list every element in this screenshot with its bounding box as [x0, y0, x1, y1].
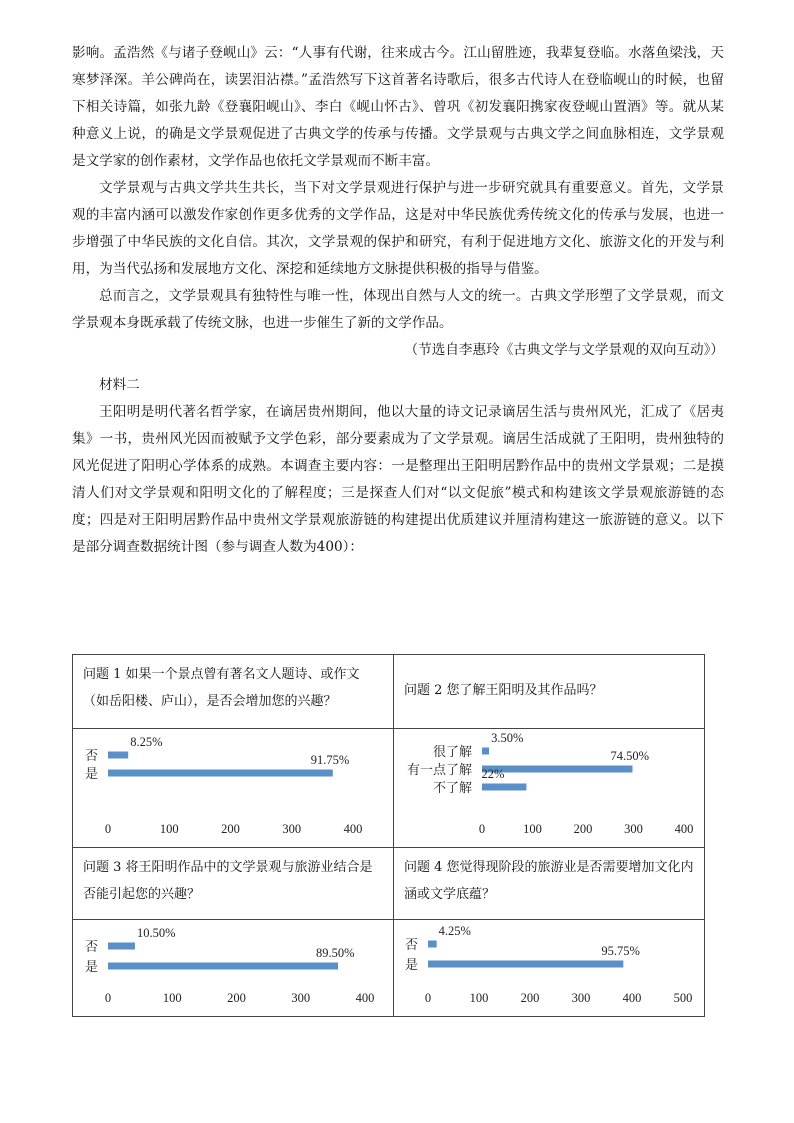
data-label: 10.50% [136, 926, 176, 940]
data-label: 95.75% [601, 944, 640, 958]
tick-label: 0 [104, 822, 112, 836]
tick-label: 400 [622, 991, 642, 1005]
category-label: 否 [404, 937, 418, 952]
material-heading: 材料二 [99, 377, 140, 393]
chart-q1 [73, 729, 394, 843]
category-label: 不了解 [432, 780, 472, 795]
category-label: 否 [84, 939, 98, 954]
data-label: 74.50% [610, 749, 650, 763]
tick-label: 100 [159, 822, 179, 836]
tick-label: 0 [104, 991, 112, 1005]
tick-label: 500 [673, 991, 693, 1005]
tick-label: 300 [624, 822, 643, 836]
data-label: 3.50% [491, 731, 524, 745]
tick-label: 100 [523, 822, 542, 836]
bar [108, 752, 128, 759]
bar [482, 766, 632, 773]
tick-label: 100 [469, 991, 489, 1005]
source-citation: （节选自李惠玲《古典文学与文学景观的双向互动》） [404, 342, 724, 358]
tick-label: 200 [221, 822, 240, 836]
chart-cell-1 [73, 729, 394, 848]
data-label: 4.25% [438, 924, 471, 938]
question-4: 问题 4 您觉得现阶段的旅游业是否需要增加文化内涵或文学底蕴？ [394, 848, 705, 920]
chart-cell-3 [73, 920, 394, 1017]
category-label: 很了解 [432, 744, 472, 759]
bar [482, 748, 489, 755]
tick-label: 400 [343, 822, 363, 836]
bar [108, 963, 338, 970]
paragraph-3: 总而言之，文学景观具有独特性与唯一性，体现出自然与人文的统一。古典文学形塑了文学景观，而文学景观本身既承载了传统文脉，也进一步催生了新的文学作品。 [72, 288, 724, 331]
data-label: 89.50% [316, 946, 355, 960]
material-text: 王阳明是明代著名哲学家，在谪居贵州期间，他以大量的诗文记录谪居生活与贵州风光，汇成了《居夷集》一书，贵州风光因而被赋予文学色彩，部分要素成为了文学景观。谪居生活成就了王阳明，贵州独特的风光促进了阳明心学体系的成熟。本调查主要内容：一是整理出王阳明居黔作品中的贵州文学景观；二是摸清人们对文学景观和阳明文化的了解程度；三是探查人们对“以文促旅”模式和构建该文学景观旅游链的态度；四是对王阳明居黔作品中贵州文学景观旅游链的构建提出优质建议并厘清构建这一旅游链的意义。以下是部分调查数据统计图（参与调查人数为400）： [72, 404, 724, 555]
chart-q4 [394, 920, 705, 1012]
survey-chart-grid [72, 654, 705, 1017]
category-label: 是 [84, 766, 98, 781]
category-label: 有一点了解 [406, 762, 472, 777]
chart-cell-4 [394, 920, 705, 1017]
tick-label: 0 [478, 822, 486, 836]
chart-cell-2 [394, 729, 705, 848]
data-label: 22% [481, 767, 505, 781]
data-label: 8.25% [130, 735, 163, 749]
category-label: 是 [84, 959, 98, 974]
tick-label: 400 [355, 991, 375, 1005]
tick-label: 300 [282, 822, 302, 836]
question-1: 问题 1 如果一个景点曾有著名文人题诗、或作文（如岳阳楼、庐山），是否会增加您的兴趣？ [73, 655, 394, 729]
tick-label: 300 [571, 991, 591, 1005]
tick-label: 400 [674, 822, 694, 836]
tick-label: 200 [227, 991, 246, 1005]
paragraph-2: 文学景观与古典文学共生共长，当下对文学景观进行保护与进一步研究就具有重要意义。首先，文学景观的丰富内涵可以激发作家创作更多优秀的文学作品，这是对中华民族优秀传统文化的传承与发展，也进一步增强了中华民族的文化自信。其次，文学景观的保护和研究，有利于促进地方文化、旅游文化的开发与利用，为当代弘扬和发展地方文化、深挖和延续地方文脉提供积极的指导与借鉴。 [72, 180, 724, 277]
tick-label: 300 [291, 991, 311, 1005]
data-label: 91.75% [310, 753, 350, 767]
paragraph-1: 影响。孟浩然《与诸子登岘山》云：“人事有代谢，往来成古今。江山留胜迹，我辈复登临。水落鱼梁浅，天寒梦泽深。羊公碑尚在，读罢泪沾襟。”孟浩然写下这首著名诗歌后，很多古代诗人在登临岘山的时候，也留下相关诗篇，如张九龄《登襄阳岘山》、李白《岘山怀古》、曾巩《初发襄阳携家夜登岘山置酒》等。就从某种意义上说，的确是文学景观促进了古典文学的传承与传播。文学景观与古典文学之间血脉相连，文学景观是文学家的创作素材，文学作品也依托文学景观而不断丰富。 [72, 45, 724, 169]
category-label: 否 [84, 748, 98, 763]
tick-label: 100 [162, 991, 182, 1005]
bar [428, 941, 437, 948]
chart-q2 [394, 729, 705, 843]
question-3: 问题 3 将王阳明作品中的文学景观与旅游业结合是否能引起您的兴趣？ [73, 848, 394, 920]
category-label: 是 [404, 957, 418, 972]
bar [108, 943, 135, 950]
article-body [72, 40, 724, 561]
bar [428, 961, 623, 968]
bar [482, 784, 526, 791]
bar [108, 770, 333, 777]
tick-label: 200 [573, 822, 593, 836]
chart-q3 [73, 920, 394, 1012]
tick-label: 0 [424, 991, 432, 1005]
tick-label: 200 [520, 991, 540, 1005]
question-2: 问题 2 您了解王阳明及其作品吗？ [394, 655, 705, 729]
